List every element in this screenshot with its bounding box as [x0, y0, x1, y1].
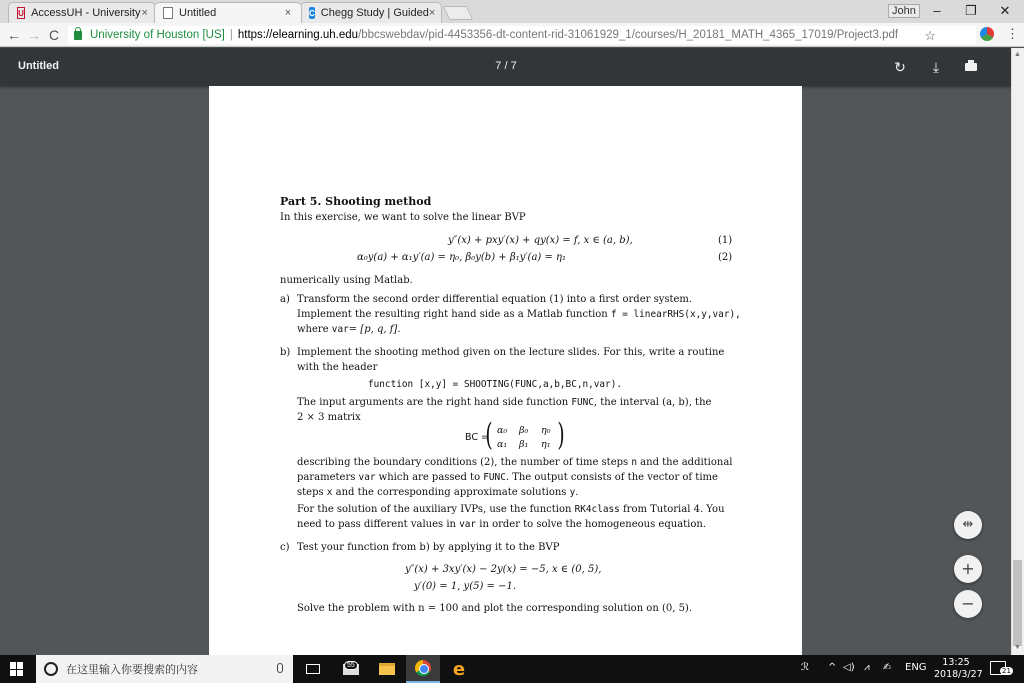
tab-title: AccessUH - University [31, 7, 141, 19]
profile-name[interactable]: John [888, 4, 920, 18]
scrollbar-thumb[interactable] [1013, 560, 1022, 646]
item-b-line8: For the solution of the auxiliary IVPs, use the function RK4class from Tutorial 4. You [297, 504, 725, 515]
function-header-code: function [x,y] = SHOOTING(FUNC,a,b,BC,n,var). [368, 379, 622, 390]
item-b-line2: with the header [297, 362, 378, 373]
uh-favicon-icon: U [18, 8, 24, 18]
url-path: /bbcswebdav/pid-4453356-dt-content-rid-31061929_1/courses/H_20181_MATH_4365_17019/Project3.pdf [358, 29, 899, 41]
item-b-line1: Implement the shooting method given on the lecture slides. For this, write a routine [297, 347, 725, 358]
matrix-cell: η₁ [541, 439, 551, 450]
new-tab-button[interactable] [443, 6, 474, 20]
zoom-out-icon[interactable]: − [954, 590, 982, 618]
bvp-equation-1: y″(x) + 3xy′(x) − 2y(x) = −5, x ∈ (0, 5), [405, 564, 602, 575]
language-indicator[interactable]: ENG [905, 662, 927, 673]
matrix-cell: α₁ [497, 439, 508, 450]
address-bar[interactable] [68, 26, 976, 44]
close-icon[interactable]: × [141, 7, 148, 19]
clock-time: 13:25 [942, 657, 970, 668]
chegg-favicon-icon: C [309, 8, 315, 18]
network-icon[interactable]: ⩘ [864, 662, 870, 673]
matrix-cell: α₀ [497, 425, 508, 436]
section-heading: Part 5. Shooting method [280, 195, 432, 208]
scroll-up-icon[interactable]: ▲ [1014, 51, 1021, 58]
pdf-page [209, 86, 802, 656]
pdf-toolbar [0, 48, 1024, 86]
extension-icon[interactable] [980, 27, 994, 41]
chrome-app-button[interactable] [406, 655, 440, 683]
item-c-line1: Test your function from b) by applying it to the BVP [297, 542, 560, 553]
folder-icon [379, 663, 395, 675]
edge-icon: e [452, 658, 466, 680]
volume-icon[interactable]: ◁) [843, 662, 855, 673]
mail-badge: 55 [344, 661, 358, 670]
bvp-equation-2: y′(0) = 1, y(5) = −1. [414, 581, 517, 592]
item-b-line3: The input arguments are the right hand side function FUNC, the interval (a, b), the [297, 397, 712, 408]
clock[interactable] [934, 657, 983, 681]
document-favicon-icon [163, 7, 173, 19]
taskbar [0, 655, 1024, 683]
task-view-icon [306, 664, 320, 674]
matrix-cell: β₁ [519, 439, 529, 450]
tab-chegg[interactable] [300, 2, 442, 23]
mail-app-button[interactable] [334, 655, 368, 683]
tab-title: Untitled [179, 7, 217, 19]
page-indicator: 7 / 7 [495, 60, 517, 72]
fit-to-page-icon[interactable]: ⇹ [954, 511, 982, 539]
item-b-line4: 2 × 3 matrix [297, 412, 361, 423]
tab-untitled[interactable] [154, 2, 302, 23]
equation-1: y″(x) + pxy′(x) + qy(x) = f, x ∈ (a, b), [448, 235, 633, 246]
item-b-line9: need to pass different values in var in order to solve the homogeneous equation. [297, 519, 707, 530]
numerically-text: numerically using Matlab. [280, 275, 413, 286]
notification-badge: 21 [1002, 667, 1011, 675]
download-icon[interactable]: ⤓ [932, 59, 940, 75]
item-b-line6: parameters var which are passed to FUNC. The output consists of the vector of time [297, 472, 718, 483]
forward-arrow-icon[interactable]: → [27, 27, 41, 43]
cortana-icon [44, 662, 58, 676]
item-a-label: a) [280, 294, 290, 305]
people-icon[interactable]: ℛ [801, 662, 809, 673]
pen-icon[interactable]: ✍ [883, 662, 892, 673]
back-arrow-icon[interactable]: ← [7, 27, 21, 43]
item-c-line2: Solve the problem with n = 100 and plot the corresponding solution on (0, 5). [297, 603, 693, 614]
clock-date: 2018/3/27 [934, 669, 983, 680]
equation-2-number: (2) [718, 252, 733, 263]
reload-icon[interactable]: C [48, 27, 60, 43]
print-icon[interactable] [961, 57, 981, 77]
window-close-icon[interactable]: ✕ [999, 3, 1011, 18]
zoom-in-icon[interactable]: + [954, 555, 982, 583]
matrix-cell: η₀ [541, 425, 551, 436]
rotate-icon[interactable]: ↻ [894, 59, 906, 75]
browser-toolbar [0, 23, 1024, 47]
browser-menu-icon[interactable]: ⋮ [1006, 26, 1019, 41]
tab-title: Chegg Study | Guided [320, 7, 429, 19]
file-explorer-button[interactable] [370, 655, 404, 683]
bc-label: BC = [465, 432, 489, 443]
maximize-icon[interactable]: ❐ [965, 3, 977, 18]
matrix-cell: β₀ [519, 425, 529, 436]
item-b-line5: describing the boundary conditions (2), the number of time steps n and the additional [297, 457, 733, 468]
tab-accessuh[interactable] [8, 2, 156, 23]
close-icon[interactable]: × [284, 7, 292, 19]
edge-app-button[interactable] [442, 655, 476, 683]
windows-start-icon[interactable] [10, 662, 24, 676]
chrome-icon [415, 660, 431, 676]
lock-icon [74, 31, 82, 40]
pdf-title: Untitled [18, 60, 59, 72]
url-host: https://elearning.uh.edu [237, 29, 359, 41]
item-b-line7: steps x and the corresponding approximate solutions y. [297, 487, 579, 498]
taskbar-search-input[interactable] [36, 655, 293, 683]
tab-strip [0, 0, 1024, 23]
equation-1-number: (1) [718, 235, 733, 246]
item-a-line1: Transform the second order differential equation (1) into a first order system. [297, 294, 693, 305]
bookmark-star-icon[interactable]: ☆ [924, 28, 936, 43]
item-b-label: b) [280, 347, 291, 358]
close-icon[interactable]: × [428, 7, 436, 19]
item-a-line2: Implement the resulting right hand side as a Matlab function f = linearRHS(x,y,var), [297, 309, 741, 320]
scroll-down-icon[interactable]: ▼ [1014, 644, 1021, 651]
security-label[interactable]: University of Houston [US] [90, 29, 225, 41]
search-placeholder: 在这里输入你要搜索的内容 [66, 663, 198, 676]
intro-text: In this exercise, we want to solve the linear BVP [280, 212, 526, 223]
item-a-line3: where var= [p, q, f]. [297, 324, 401, 335]
show-hidden-icons-icon[interactable]: ^ [828, 662, 837, 673]
minimize-icon[interactable]: – [933, 3, 941, 18]
microphone-icon[interactable] [277, 663, 283, 673]
equation-2: α₀y(a) + α₁y′(a) = η₀, β₀y(b) + β₁y′(a) = η₁ [357, 252, 567, 263]
separator: | [229, 29, 233, 41]
bc-matrix: ( α₀ β₀ η₀ α₁ β₁ η₁ ) [485, 417, 565, 453]
task-view-button[interactable] [296, 655, 330, 683]
item-c-label: c) [280, 542, 290, 553]
